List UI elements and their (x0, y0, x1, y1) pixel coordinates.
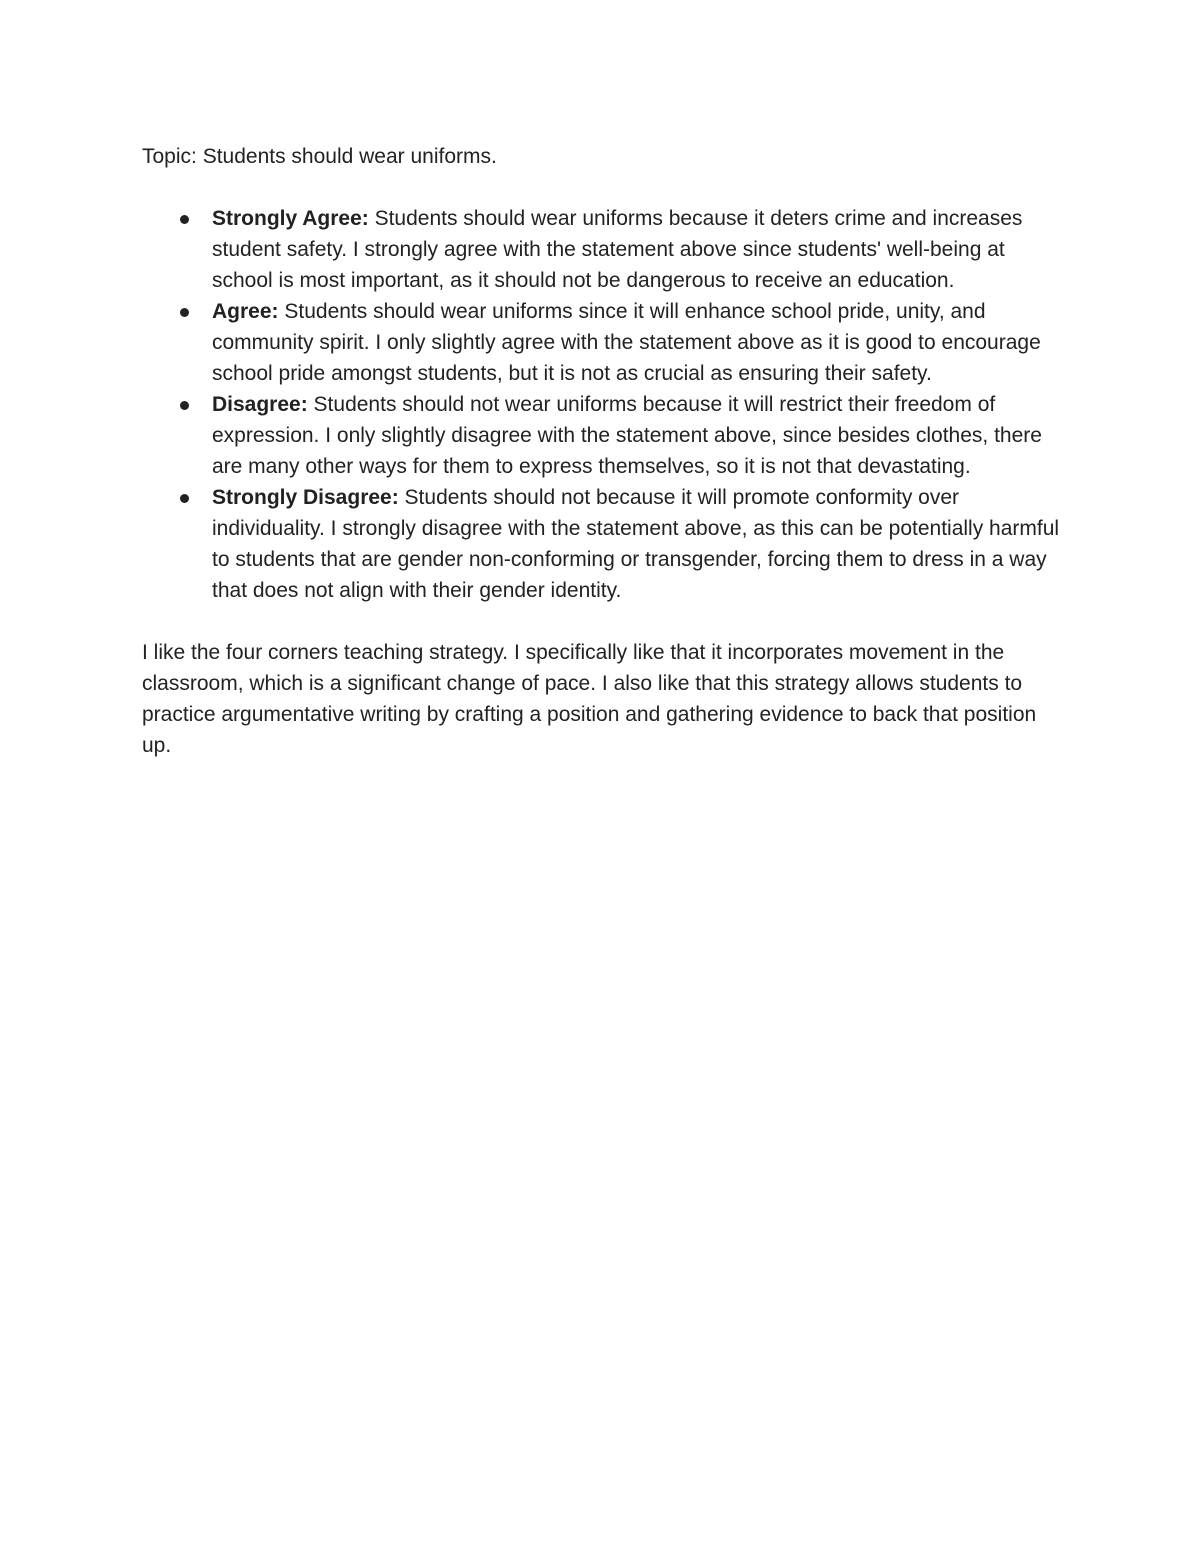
opinion-label: Strongly Disagree: (212, 486, 399, 509)
bullet-icon (180, 308, 189, 317)
opinion-text: Students should not because it will promote conformity over individuality. I strongly disagree with the statement above, as this can be potentially harmful to students that are gender non-conforming or transgender, forcing them to dress in a way that does not align with their gender identity. (212, 486, 1060, 602)
opinion-label: Disagree: (212, 393, 308, 416)
document-body (142, 141, 1067, 761)
topic-line: Topic: Students should wear uniforms. (142, 145, 497, 168)
opinion-strongly-agree (142, 203, 1067, 296)
opinion-disagree (142, 389, 1067, 482)
opinion-text: Students should not wear uniforms because it will restrict their freedom of expression. I only slightly disagree with the statement above, since besides clothes, there are many other ways for them to express themselves, so it is not that devastating. (212, 393, 1042, 478)
bullet-icon (180, 401, 189, 410)
opinion-strongly-disagree (142, 482, 1067, 606)
opinion-text: Students should wear uniforms since it will enhance school pride, unity, and community spirit. I only slightly agree with the statement above as it is good to encourage school pride amongst students, but it is not as crucial as ensuring their safety. (212, 300, 1041, 385)
bullet-icon (180, 215, 189, 224)
reflection-paragraph: I like the four corners teaching strategy. I specifically like that it incorporates movement in the classroom, which is a significant change of pace. I also like that this strategy allows students to practice argumentative writing by crafting a position and gathering evidence to back that position up. (142, 641, 1037, 757)
opinion-agree (142, 296, 1067, 389)
bullet-icon (180, 494, 189, 503)
opinion-label: Strongly Agree: (212, 207, 369, 230)
opinion-list (142, 203, 1067, 606)
opinion-text: Students should wear uniforms because it deters crime and increases student safety. I strongly agree with the statement above since students' well-being at school is most important, as it should not be dangerous to receive an education. (212, 207, 1023, 292)
opinion-label: Agree: (212, 300, 279, 323)
